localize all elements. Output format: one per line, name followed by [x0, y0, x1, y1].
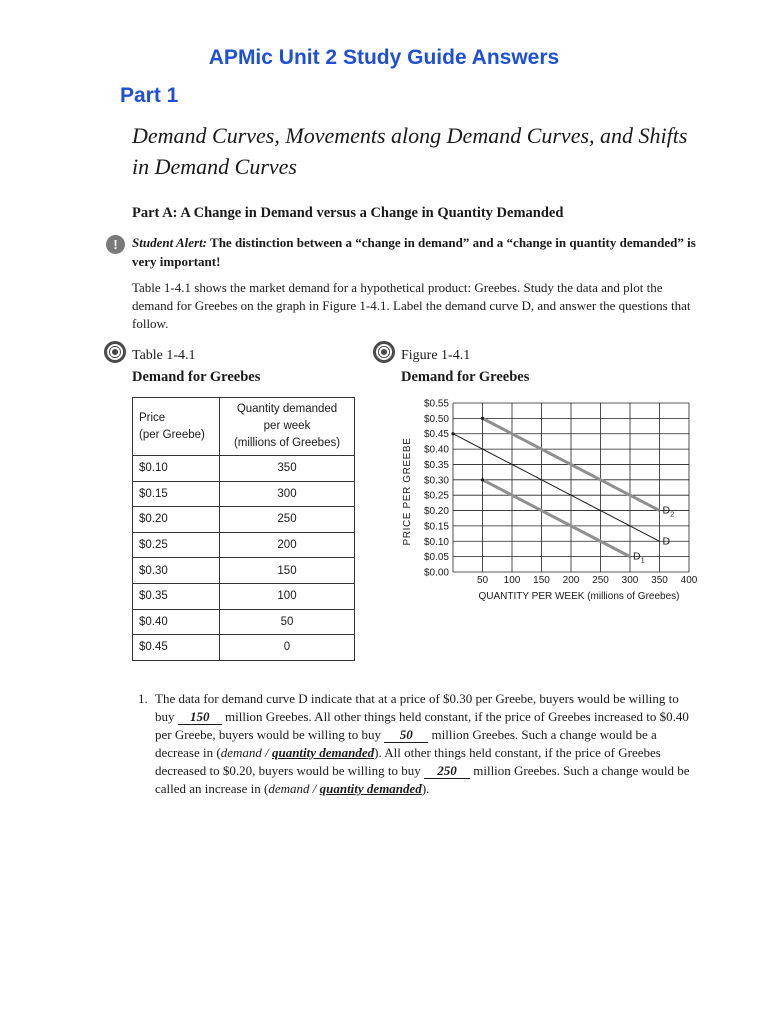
x-tick-label: 300 [621, 575, 639, 586]
x-tick-label: 400 [680, 575, 698, 586]
y-tick-label: $0.20 [423, 506, 449, 518]
price-header-line: (per Greebe) [139, 428, 205, 441]
y-tick-label: $0.40 [423, 444, 449, 456]
price-cell: $0.10 [133, 456, 220, 482]
series-label-subscript: 2 [670, 509, 675, 519]
option-quantity-demanded: quantity demanded [271, 745, 375, 760]
intro-paragraph: Table 1-4.1 shows the market demand for a hypothetical product: Greebes. Study the data and plot the demand for Greebes on the graph in Figure 1-4.1. Label the demand curve D, and answer the questions that follow. [132, 280, 691, 331]
figure-number: Figure 1-4.1 [401, 348, 471, 363]
series-line-d1 [483, 480, 631, 557]
y-tick-label: $0.10 [423, 536, 449, 548]
series-point-d2 [481, 417, 484, 420]
answer-blank: 250 [424, 764, 470, 779]
y-axis-label: PRICE PER GREEBE [402, 437, 413, 546]
question-text-segment: ). [421, 781, 430, 796]
price-cell: $0.35 [133, 583, 220, 609]
quantity-header-line: Quantity demanded [236, 403, 338, 415]
demand-table [132, 397, 355, 661]
answer-blank: 50 [384, 728, 428, 743]
question-1 [138, 690, 698, 798]
table-number: Table 1-4.1 [132, 348, 196, 363]
series-label-d1: $D_1$ [633, 550, 645, 565]
price-column-header [133, 398, 220, 456]
page-title: APMic Unit 2 Study Guide Answers [208, 46, 560, 69]
y-tick-label: $0.35 [423, 459, 449, 471]
quantity-column-header [220, 398, 355, 456]
y-tick-label: $0.45 [423, 429, 449, 441]
series-label-subscript: 1 [640, 555, 645, 565]
cd-icon [373, 341, 395, 363]
table-row [133, 507, 355, 533]
y-tick-label: $0.50 [423, 413, 449, 425]
y-tick-label: $0.05 [423, 552, 449, 564]
question-text-segment: million Greebes. Such a change would be called an increase in ( [155, 763, 690, 796]
price-cell: $0.30 [133, 558, 220, 584]
series-point-d [451, 432, 454, 435]
demand-chart [395, 392, 705, 607]
series-label-d: D [662, 535, 671, 548]
quantity-cell: 200 [220, 532, 355, 558]
quantity-cell: 50 [220, 609, 355, 635]
quantity-cell: 250 [220, 507, 355, 533]
student-alert [132, 233, 702, 271]
option-demand: demand / [268, 781, 317, 796]
series-label-d2: $D_2$ [662, 504, 675, 519]
price-cell: $0.25 [133, 532, 220, 558]
y-tick-label: $0.55 [423, 398, 449, 410]
x-tick-label: 100 [503, 575, 521, 586]
quantity-cell: 150 [220, 558, 355, 584]
series-line-d [453, 434, 660, 542]
question-text-segment: million Greebes. Such a change would be a decrease in ( [155, 727, 657, 760]
x-tick-label: 150 [533, 575, 550, 586]
question-text [138, 690, 698, 798]
quantity-header-line: (millions of Greebes) [233, 437, 341, 449]
figure-title: Demand for Greebes [401, 369, 530, 385]
price-cell: $0.40 [133, 609, 220, 635]
x-tick-label: 250 [592, 575, 609, 586]
quantity-cell: 300 [220, 481, 355, 507]
x-tick-label: 350 [651, 575, 668, 586]
price-cell: $0.20 [133, 507, 220, 533]
price-header-line: Price [139, 411, 166, 424]
exclamation-icon: ! [106, 235, 125, 254]
alert-body: The distinction between a “change in demand” and a “change in quantity demanded” is very important! [132, 235, 696, 269]
table-row [133, 609, 355, 635]
table-row [133, 558, 355, 584]
x-tick-label: 200 [562, 575, 580, 586]
y-tick-label: $0.30 [423, 475, 449, 487]
section-heading: Demand Curves, Movements along Demand Curves, and Shifts in Demand Curves [132, 123, 688, 179]
option-quantity-demanded: quantity demanded [319, 781, 422, 796]
y-tick-label: $0.00 [423, 567, 449, 579]
table-row [133, 583, 355, 609]
part-label: Part 1 [120, 84, 179, 107]
question-number: 1. [138, 691, 148, 706]
table-row [133, 635, 355, 661]
answer-blank: 150 [178, 710, 222, 725]
option-demand: demand / [220, 745, 269, 760]
y-tick-label: $0.15 [423, 521, 449, 533]
cd-icon [104, 341, 126, 363]
table-title: Demand for Greebes [132, 369, 261, 385]
table-header-row [133, 398, 355, 456]
question-text-segment: ). All other things held constant, if the price of Greebes decreased to $0.20, buyers would be willing to buy [155, 745, 661, 778]
alert-label: Student Alert: [132, 235, 208, 250]
quantity-cell: 100 [220, 583, 355, 609]
table-row [133, 481, 355, 507]
part-a-heading: Part A: A Change in Demand versus a Change in Quantity Demanded [132, 205, 564, 221]
table-row [133, 532, 355, 558]
question-text-segment: The data for demand curve D indicate that at a price of $0.30 per Greebe, buyers would be willing to buy [155, 691, 679, 724]
quantity-cell: 0 [220, 635, 355, 661]
x-axis-label: QUANTITY PER WEEK (millions of Greebes) [478, 591, 680, 602]
question-text-segment: million Greebes. All other things held constant, if the price of Greebes increased to $0.40 per Greebe, buyers would be willing to buy [155, 709, 689, 742]
table-row [133, 456, 355, 482]
x-tick-label: 50 [476, 575, 489, 586]
quantity-header-line: per week [263, 420, 311, 432]
y-tick-label: $0.25 [423, 490, 449, 502]
series-point-d1 [481, 478, 484, 481]
price-cell: $0.45 [133, 635, 220, 661]
quantity-cell: 350 [220, 456, 355, 482]
price-cell: $0.15 [133, 481, 220, 507]
